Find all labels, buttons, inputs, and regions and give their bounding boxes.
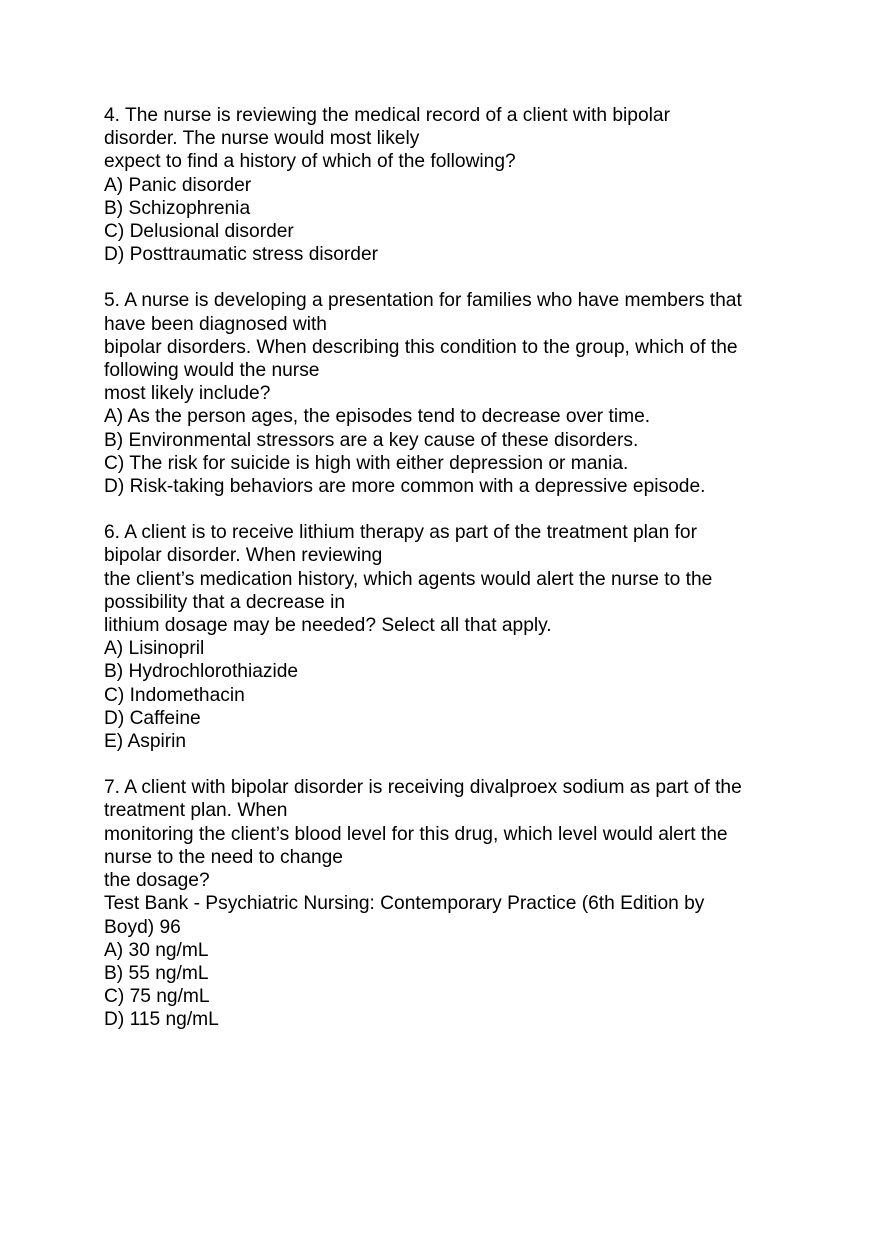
answer-option: A) Lisinopril xyxy=(104,638,205,660)
answer-options xyxy=(104,405,804,498)
answer-option: A) 30 ng/mL xyxy=(104,939,209,961)
question-6 xyxy=(104,521,804,753)
question-text-line: 6. A client is to receive lithium therapy as part of the treatment plan for xyxy=(104,522,697,544)
question-text-line: bipolar disorders. When describing this condition to the group, which of the xyxy=(104,336,738,358)
question-text-line: the dosage? xyxy=(104,870,210,892)
question-stem xyxy=(104,289,804,405)
answer-option: B) Hydrochlorothiazide xyxy=(104,661,299,683)
question-text-line: bipolar disorder. When reviewing xyxy=(104,545,383,567)
questions-container xyxy=(104,104,804,1055)
question-text-line: lithium dosage may be needed? Select all that apply. xyxy=(104,615,552,637)
answer-options xyxy=(104,637,804,753)
answer-options xyxy=(104,939,804,1032)
question-text-line: expect to find a history of which of the following? xyxy=(104,151,516,173)
source-reference-line: Boyd) 96 xyxy=(104,916,181,938)
answer-option: C) Indomethacin xyxy=(104,684,245,706)
question-text-line: 5. A nurse is developing a presentation for families who have members that xyxy=(104,290,742,312)
question-text-line: monitoring the client’s blood level for this drug, which level would alert the xyxy=(104,823,728,845)
answer-option: B) Environmental stressors are a key cause of these disorders. xyxy=(104,429,639,451)
question-stem xyxy=(104,521,804,637)
source-reference-line: Test Bank - Psychiatric Nursing: Contemporary Practice (6th Edition by xyxy=(104,893,705,915)
question-text-line: 7. A client with bipolar disorder is receiving divalproex sodium as part of the xyxy=(104,777,742,799)
question-7 xyxy=(104,776,804,1031)
answer-option: D) Posttraumatic stress disorder xyxy=(104,244,379,266)
answer-option: A) Panic disorder xyxy=(104,174,252,196)
answer-options xyxy=(104,174,804,267)
question-text-line: the client’s medication history, which agents would alert the nurse to the xyxy=(104,568,713,590)
answer-option: D) Risk-taking behaviors are more common with a depressive episode. xyxy=(104,476,706,498)
answer-option: A) As the person ages, the episodes tend to decrease over time. xyxy=(104,406,651,428)
question-text-line: treatment plan. When xyxy=(104,800,288,822)
answer-option: B) 55 ng/mL xyxy=(104,962,209,984)
question-5 xyxy=(104,289,804,498)
question-4 xyxy=(104,104,804,266)
answer-option: C) The risk for suicide is high with either depression or mania. xyxy=(104,452,629,474)
question-text-line: have been diagnosed with xyxy=(104,313,327,335)
question-text-line: nurse to the need to change xyxy=(104,846,343,868)
answer-option: C) Delusional disorder xyxy=(104,221,294,243)
answer-option: C) 75 ng/mL xyxy=(104,986,210,1008)
question-text-line: following would the nurse xyxy=(104,360,320,382)
question-stem xyxy=(104,776,804,938)
question-text-line: possibility that a decrease in xyxy=(104,591,346,613)
question-stem xyxy=(104,104,804,174)
question-text-line: disorder. The nurse would most likely xyxy=(104,128,420,150)
question-text-line: most likely include? xyxy=(104,383,271,405)
answer-option: E) Aspirin xyxy=(104,731,187,753)
answer-option: B) Schizophrenia xyxy=(104,197,251,219)
question-text-line: 4. The nurse is reviewing the medical record of a client with bipolar xyxy=(104,105,670,126)
answer-option: D) Caffeine xyxy=(104,707,201,729)
answer-option: D) 115 ng/mL xyxy=(104,1009,219,1031)
